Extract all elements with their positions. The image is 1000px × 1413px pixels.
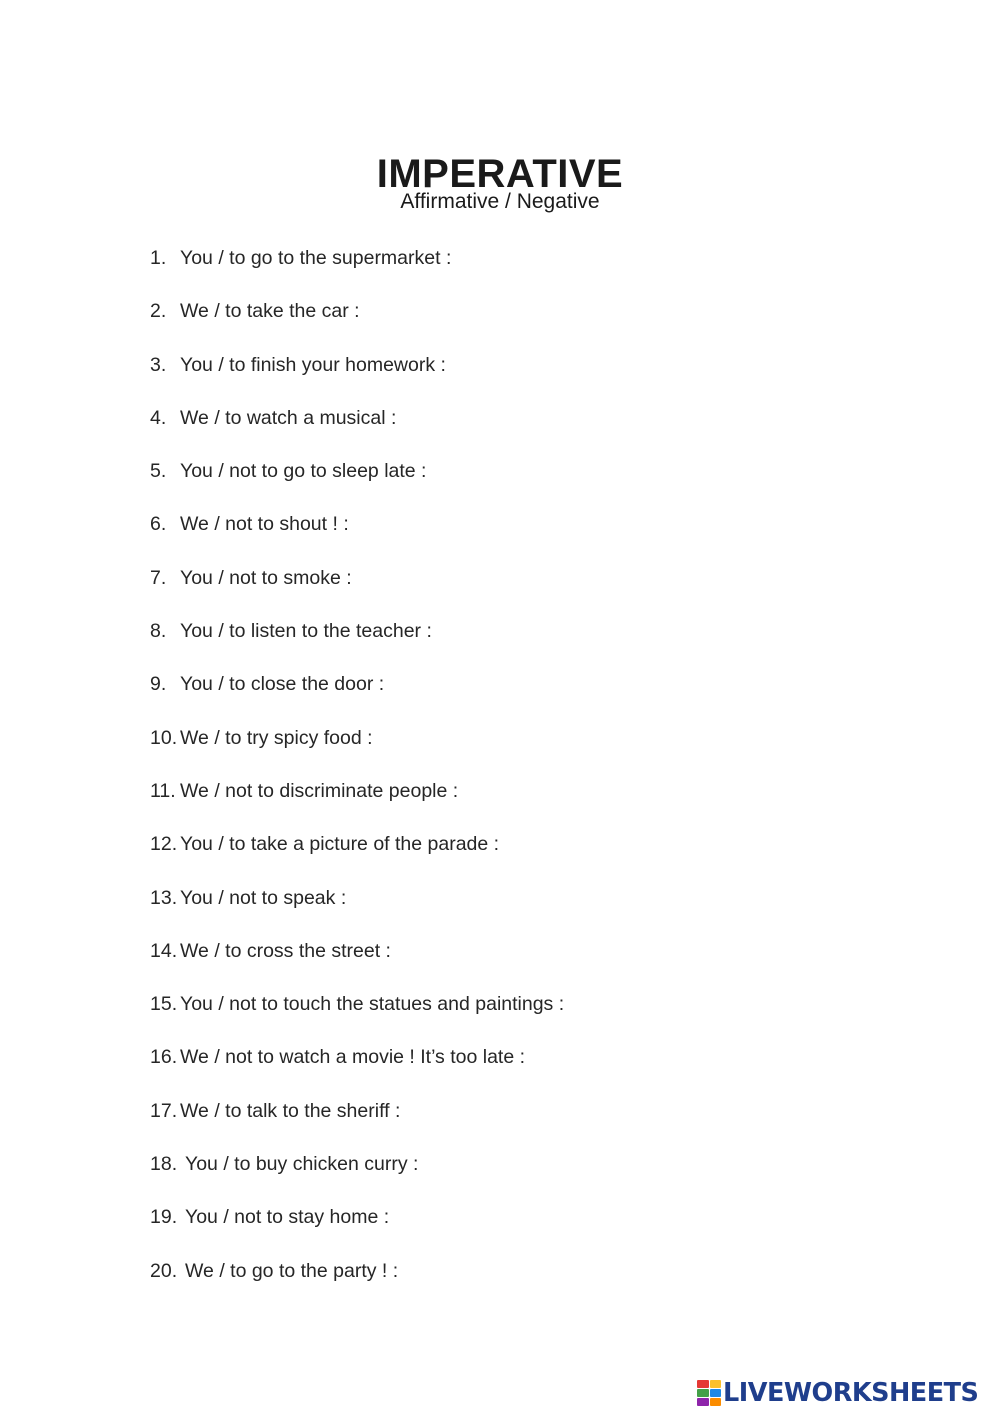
list-item	[150, 1203, 564, 1256]
item-number: 13.	[150, 886, 178, 909]
item-number: 8.	[150, 620, 167, 643]
item-number: 10.	[150, 726, 178, 749]
item-number: 1.	[150, 247, 167, 269]
item-number: 2.	[150, 300, 167, 323]
logo-block	[710, 1389, 722, 1397]
logo-block	[697, 1380, 709, 1388]
list-item	[150, 1150, 564, 1203]
item-text: You / to take a picture of the parade :	[180, 833, 500, 856]
item-number: 4.	[150, 406, 167, 429]
item-text: You / to finish your homework :	[180, 353, 446, 376]
item-number: 20.	[150, 1259, 178, 1282]
list-item	[150, 564, 564, 617]
item-text: You / not to smoke :	[180, 566, 352, 589]
item-text: We / to take the car :	[180, 300, 360, 323]
list-item	[150, 244, 564, 297]
logo-block	[697, 1389, 709, 1397]
list-item	[150, 724, 564, 777]
item-text: We / to watch a musical :	[180, 406, 397, 429]
item-text: You / not to touch the statues and paintings :	[180, 993, 565, 1016]
list-item	[150, 297, 564, 350]
list-item	[150, 777, 564, 830]
item-text: You / to go to the supermarket :	[180, 247, 452, 269]
item-text: You / to close the door :	[180, 673, 385, 696]
logo-block	[697, 1398, 709, 1406]
list-item	[150, 457, 564, 510]
item-number: 12.	[150, 833, 178, 856]
list-item	[150, 884, 564, 937]
item-number: 14.	[150, 939, 178, 962]
list-item	[150, 937, 564, 990]
list-item	[150, 1043, 564, 1096]
item-number: 5.	[150, 460, 167, 483]
logo-block	[710, 1380, 722, 1388]
item-number: 9.	[150, 673, 167, 696]
item-text: We / not to discriminate people :	[180, 779, 459, 802]
list-item	[150, 670, 564, 723]
exercise-list	[150, 244, 564, 1310]
item-number: 6.	[150, 513, 167, 536]
item-number: 11.	[150, 779, 176, 802]
item-text: We / to go to the party ! :	[185, 1259, 399, 1282]
item-text: You / to listen to the teacher :	[180, 620, 432, 643]
page-title: IMPERATIVE	[376, 151, 624, 196]
item-number: 17.	[150, 1099, 178, 1122]
item-number: 3.	[150, 353, 167, 376]
logo-block	[710, 1398, 722, 1406]
page-subtitle: Affirmative / Negative	[400, 190, 600, 213]
list-item	[150, 1097, 564, 1150]
item-number: 18.	[150, 1153, 178, 1176]
item-text: You / not to stay home :	[185, 1206, 390, 1229]
list-item	[150, 617, 564, 670]
list-item	[150, 404, 564, 457]
liveworksheets-logo-icon	[697, 1380, 721, 1406]
item-number: 7.	[150, 566, 167, 589]
liveworksheets-logo[interactable]	[697, 1378, 978, 1408]
list-item	[150, 351, 564, 404]
list-item	[150, 1257, 564, 1310]
item-text: We / not to shout ! :	[180, 513, 349, 536]
item-text: You / to buy chicken curry :	[185, 1153, 419, 1176]
item-text: We / not to watch a movie ! It’s too late :	[180, 1046, 526, 1069]
item-number: 19.	[150, 1206, 178, 1229]
list-item	[150, 830, 564, 883]
item-text: You / not to speak :	[180, 886, 347, 909]
item-text: You / not to go to sleep late :	[180, 460, 427, 483]
list-item	[150, 990, 564, 1043]
item-number: 16.	[150, 1046, 178, 1069]
list-item	[150, 510, 564, 563]
logo-text: LIVEWORKSHEETS	[723, 1378, 979, 1408]
item-text: We / to cross the street :	[180, 939, 391, 962]
item-number: 15.	[150, 993, 178, 1016]
item-text: We / to talk to the sheriff :	[180, 1099, 401, 1122]
item-text: We / to try spicy food :	[180, 726, 373, 749]
